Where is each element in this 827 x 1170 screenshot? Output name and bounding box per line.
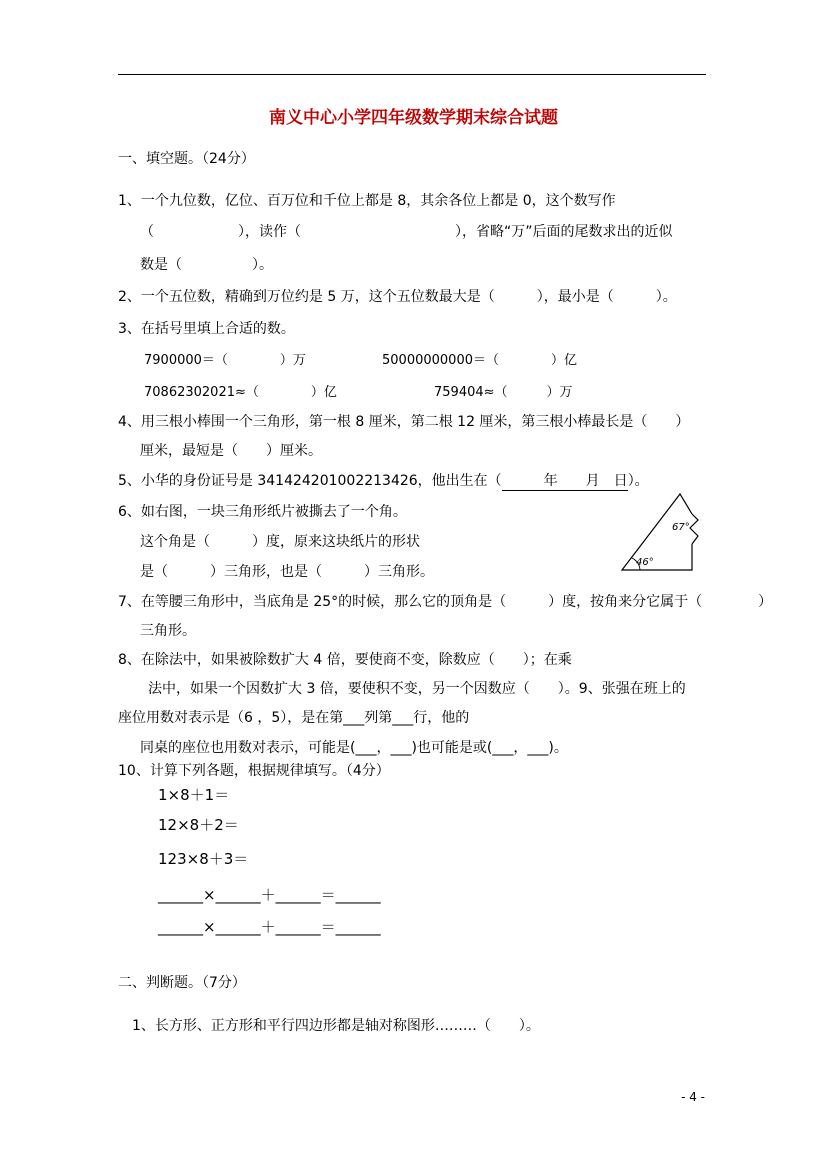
q10-expression-1: 1×8＋1＝ bbox=[158, 786, 230, 804]
q6-line3: 是（ ）三角形，也是（ ）三角形。 bbox=[140, 564, 434, 580]
q10-expression-3: 123×8＋3＝ bbox=[158, 850, 249, 868]
q10-expression-2: 12×8＋2＝ bbox=[158, 816, 239, 834]
birth-date-blank: 年 月 日 bbox=[501, 473, 628, 489]
q3-item-a: 7900000＝（ ）万 bbox=[144, 353, 306, 368]
q8-line2: 法中，如果一个因数扩大 3 倍，要使积不变，另一个因数应（ ）。9、张强在班上的 bbox=[148, 681, 686, 697]
q2-text: 2、一个五位数，精确到万位约是 5 万，这个五位数最大是（ ），最小是（ ）。 bbox=[118, 289, 677, 305]
q1-line3: 数是（ ）。 bbox=[140, 257, 273, 273]
q6-line2: 这个角是（ ）度，原来这块纸片的形状 bbox=[140, 534, 420, 550]
angle-top-label: 67° bbox=[672, 522, 690, 533]
header-rule bbox=[118, 74, 706, 75]
torn-triangle-figure bbox=[620, 492, 704, 572]
q4-line2: 厘米，最短是（ ）厘米。 bbox=[140, 443, 322, 459]
q10-expression-5: ______×______＋______＝______ bbox=[158, 918, 381, 936]
judgment-1: 1、长方形、正方形和平行四边形都是轴对称图形………（ ）。 bbox=[132, 1018, 540, 1034]
page-title: 南义中心小学四年级数学期末综合试题 bbox=[269, 108, 558, 128]
page-number: - 4 - bbox=[681, 1090, 705, 1104]
q9-line1: 座位用数对表示是（6 ，5），是在第___列第___行，他的 bbox=[118, 710, 470, 726]
q1-line2: （ ），读作（ ），省略“万”后面的尾数求出的近似 bbox=[140, 224, 673, 240]
q10-expression-4: ______×______＋______＝______ bbox=[158, 886, 381, 904]
q5-suffix: ）。 bbox=[627, 473, 649, 489]
q3-item-c: 70862302021≈（ ）亿 bbox=[144, 385, 337, 400]
q3-item-d: 759404≈（ ）万 bbox=[434, 385, 573, 400]
q3-item-b: 50000000000＝（ ）亿 bbox=[382, 353, 577, 368]
q4-line1: 4、用三根小棒围一个三角形，第一根 8 厘米，第二根 12 厘米，第三根小棒最长是（ ） bbox=[118, 414, 690, 430]
q5-prefix: 5、小华的身份证号是 341424201002213426，他出生在（ bbox=[118, 473, 502, 489]
q3-text: 3、在括号里填上合适的数。 bbox=[118, 321, 295, 337]
q9-line2: 同桌的座位也用数对表示，可能是(___，___)也可能是或(___，___)。 bbox=[140, 740, 568, 756]
q7-line2: 三角形。 bbox=[140, 623, 196, 639]
q10-text: 10、计算下列各题，根据规律填写。（4分） bbox=[118, 763, 390, 779]
q8-line1: 8、在除法中，如果被除数扩大 4 倍，要使商不变，除数应（ ）；在乘 bbox=[118, 652, 572, 668]
q7-line1: 7、在等腰三角形中，当底角是 25°的时候，那么它的顶角是（ ）度，按角来分它属于（ ） bbox=[118, 594, 773, 610]
section-fill-in-heading: 一、填空题。（24分） bbox=[118, 151, 255, 167]
q5-text bbox=[118, 472, 649, 491]
angle-bottom-label: 46° bbox=[636, 557, 654, 568]
q1-line1: 1、一个九位数，亿位、百万位和千位上都是 8，其余各位上都是 0，这个数写作 bbox=[118, 193, 616, 209]
q6-line1: 6、如右图，一块三角形纸片被撕去了一个角。 bbox=[118, 504, 407, 520]
section-judgment-heading: 二、判断题。（7分） bbox=[118, 975, 246, 991]
